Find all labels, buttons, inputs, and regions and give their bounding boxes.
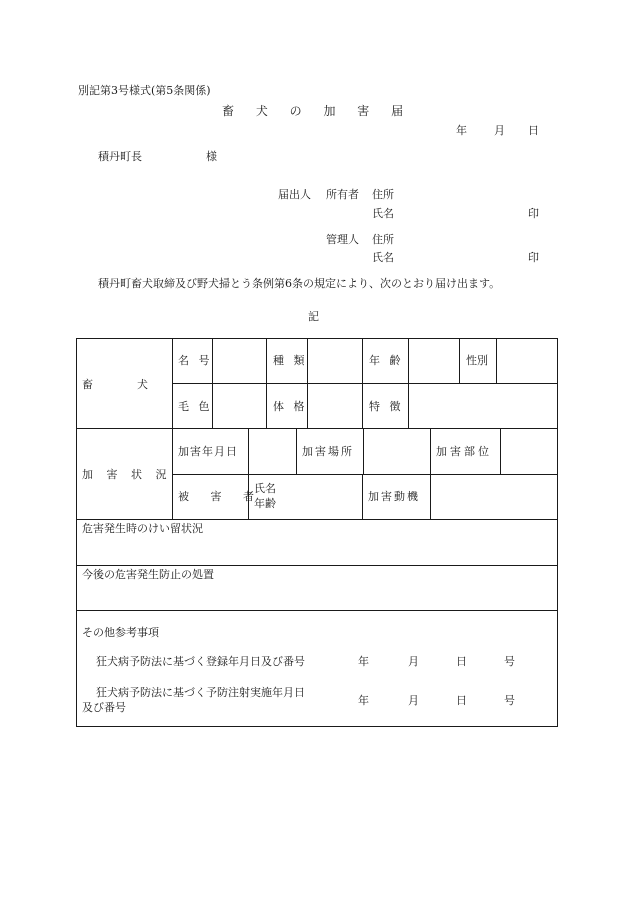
manager-label: 管理人 — [326, 233, 359, 246]
rabies-vacc-year: 年 — [358, 694, 369, 707]
manager-name-label: 氏名 — [372, 251, 394, 264]
victim-age-label: 年齢 — [254, 497, 276, 510]
applicant-label: 届出人 — [278, 188, 311, 201]
dog-coat-label: 毛 色 — [178, 400, 213, 413]
motive-label: 加害動機 — [368, 490, 420, 503]
dog-sex-label: 性別 — [466, 354, 488, 367]
incident-place-label: 加害場所 — [302, 445, 354, 458]
dog-build-label: 体 格 — [273, 400, 308, 413]
note-mark: 記 — [308, 310, 319, 323]
date-month: 月 — [494, 124, 505, 137]
rabies-vacc-month: 月 — [408, 694, 419, 707]
dog-age-label: 年 齢 — [369, 354, 404, 367]
owner-seal: 印 — [528, 207, 539, 220]
victim-name-label: 氏名 — [254, 482, 276, 495]
statement-text: 積丹町畜犬取締及び野犬掃とう条例第6条の規定により、次のとおり届け出ます。 — [98, 277, 501, 290]
dog-breed-label: 種 類 — [273, 354, 308, 367]
detention-status-label: 危害発生時のけい留状況 — [82, 522, 203, 535]
rabies-reg-month: 月 — [408, 655, 419, 668]
addressee-honorific: 様 — [206, 150, 217, 163]
rabies-reg-number: 号 — [504, 655, 515, 668]
dog-section-label: 畜 犬 — [82, 378, 148, 391]
addressee: 積丹町長 — [98, 150, 142, 163]
date-year: 年 — [456, 124, 467, 137]
victim-label: 被 害 者 — [178, 490, 263, 503]
rabies-registration-label: 狂犬病予防法に基づく登録年月日及び番号 — [96, 655, 305, 668]
dog-feature-label: 特 徴 — [369, 400, 404, 413]
owner-label: 所有者 — [326, 188, 359, 201]
form-reference: 別記第3号様式(第5条関係) — [78, 84, 211, 97]
manager-seal: 印 — [528, 251, 539, 264]
owner-address-label: 住所 — [372, 188, 394, 201]
form-title: 畜 犬 の 加 害 届 — [222, 104, 404, 118]
dog-name-label: 名 号 — [178, 354, 213, 367]
other-notes-label: その他参考事項 — [82, 626, 159, 639]
incident-date-label: 加害年月日 — [178, 445, 238, 458]
rabies-vaccination-label-line1: 狂犬病予防法に基づく予防注射実施年月日 — [96, 686, 305, 699]
date-day: 日 — [528, 124, 539, 137]
rabies-vaccination-label-line2: 及び番号 — [82, 701, 126, 714]
incident-section-label: 加 害 状 況 — [82, 468, 172, 481]
owner-name-label: 氏名 — [372, 207, 394, 220]
rabies-vacc-day: 日 — [456, 694, 467, 707]
rabies-reg-year: 年 — [358, 655, 369, 668]
rabies-reg-day: 日 — [456, 655, 467, 668]
prevention-measures-label: 今後の危害発生防止の処置 — [82, 568, 214, 581]
injury-part-label: 加害部位 — [436, 445, 492, 458]
manager-address-label: 住所 — [372, 233, 394, 246]
rabies-vacc-number: 号 — [504, 694, 515, 707]
